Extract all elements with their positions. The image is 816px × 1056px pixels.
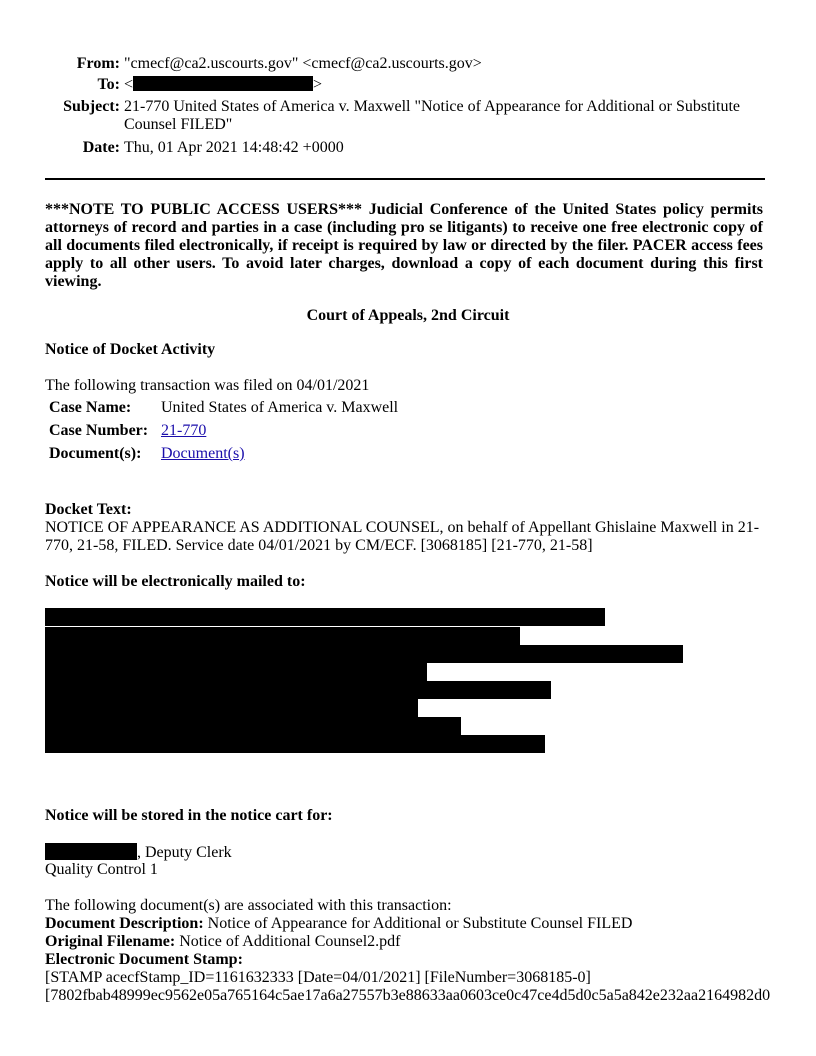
stamp-line-1: [STAMP acecfStamp_ID=1161632333 [Date=04/01/2021] [FileNumber=3068185-0] xyxy=(45,969,591,986)
subject-label: Subject: xyxy=(63,98,120,115)
redaction-bar xyxy=(45,699,418,717)
stored-heading: Notice will be stored in the notice cart for: xyxy=(45,807,333,824)
date-value: Thu, 01 Apr 2021 14:48:42 +0000 xyxy=(124,139,344,156)
subject-value: 21-770 United States of America v. Maxwell "Notice of Appearance for Additional or Substitute Counsel FILED" xyxy=(124,98,741,133)
original-filename xyxy=(45,933,401,951)
clerk-line xyxy=(45,843,232,862)
associated-line: The following document(s) are associated with this transaction: xyxy=(45,897,452,914)
docket-text: NOTICE OF APPEARANCE AS ADDITIONAL COUNSEL, on behalf of Appellant Ghislaine Maxwell in 21-770, 21-58, FILED. Service date 04/01/2021 by CM/ECF. [3068185] [21-770, 21-58] xyxy=(45,519,760,554)
case-name-label: Case Name: xyxy=(49,399,132,416)
clerk-suffix: , Deputy Clerk xyxy=(137,844,232,861)
public-access-notice: ***NOTE TO PUBLIC ACCESS USERS*** Judicial Conference of the United States policy permits attorneys of record and parties in a case (including pro se litigants) to receive one free electronic copy of all documents filed electronically, if receipt is required by law or directed by the filer. PACER access fees apply to all other users. To avoid later charges, download a copy of each document during this first viewing. xyxy=(45,201,763,290)
docket-text-label: Docket Text: xyxy=(45,501,132,518)
court-title: Court of Appeals, 2nd Circuit xyxy=(306,307,510,324)
case-name-value: United States of America v. Maxwell xyxy=(161,399,399,416)
stamp-line-2: [7802fbab48999ec9562e05a765164c5ae17a6a27557b3e88633aa0603ce0c47ce4d5d0c5a5a842e232aa2164982d0 xyxy=(45,987,771,1004)
from-value: "cmecf@ca2.uscourts.gov" <cmecf@ca2.uscourts.gov> xyxy=(124,55,482,72)
to-label: To: xyxy=(97,76,120,93)
redaction-bar xyxy=(45,843,137,860)
case-number-label: Case Number: xyxy=(49,422,149,439)
redaction-bar xyxy=(45,735,545,753)
from-label: From: xyxy=(76,55,120,72)
redaction-bar xyxy=(45,717,461,735)
to-open-bracket: < xyxy=(124,76,134,93)
doc-desc-label: Document Description: xyxy=(45,915,204,932)
redaction-bar xyxy=(45,627,520,645)
redaction-bar xyxy=(45,645,683,663)
mailed-heading: Notice will be electronically mailed to: xyxy=(45,573,306,590)
date-label: Date: xyxy=(82,139,120,156)
documents-label: Document(s): xyxy=(49,445,142,462)
redaction-bar xyxy=(45,663,427,681)
redaction-bar xyxy=(133,76,313,91)
redaction-bar xyxy=(45,608,605,626)
quality-control: Quality Control 1 xyxy=(45,861,158,878)
case-number-link[interactable]: 21-770 xyxy=(161,422,207,439)
docket-activity-heading: Notice of Docket Activity xyxy=(45,341,216,358)
document-description xyxy=(45,915,632,933)
stamp-label: Electronic Document Stamp: xyxy=(45,951,243,968)
orig-filename-label: Original Filename: xyxy=(45,933,176,950)
transaction-line: The following transaction was filed on 04/01/2021 xyxy=(45,377,370,394)
redaction-bar xyxy=(45,681,551,699)
orig-filename-value: Notice of Additional Counsel2.pdf xyxy=(175,933,401,950)
to-close-bracket: > xyxy=(313,76,323,93)
to-value xyxy=(124,76,764,94)
doc-desc-value: Notice of Appearance for Additional or Substitute Counsel FILED xyxy=(203,915,633,932)
documents-link[interactable]: Document(s) xyxy=(161,445,245,462)
header-divider xyxy=(45,178,765,180)
